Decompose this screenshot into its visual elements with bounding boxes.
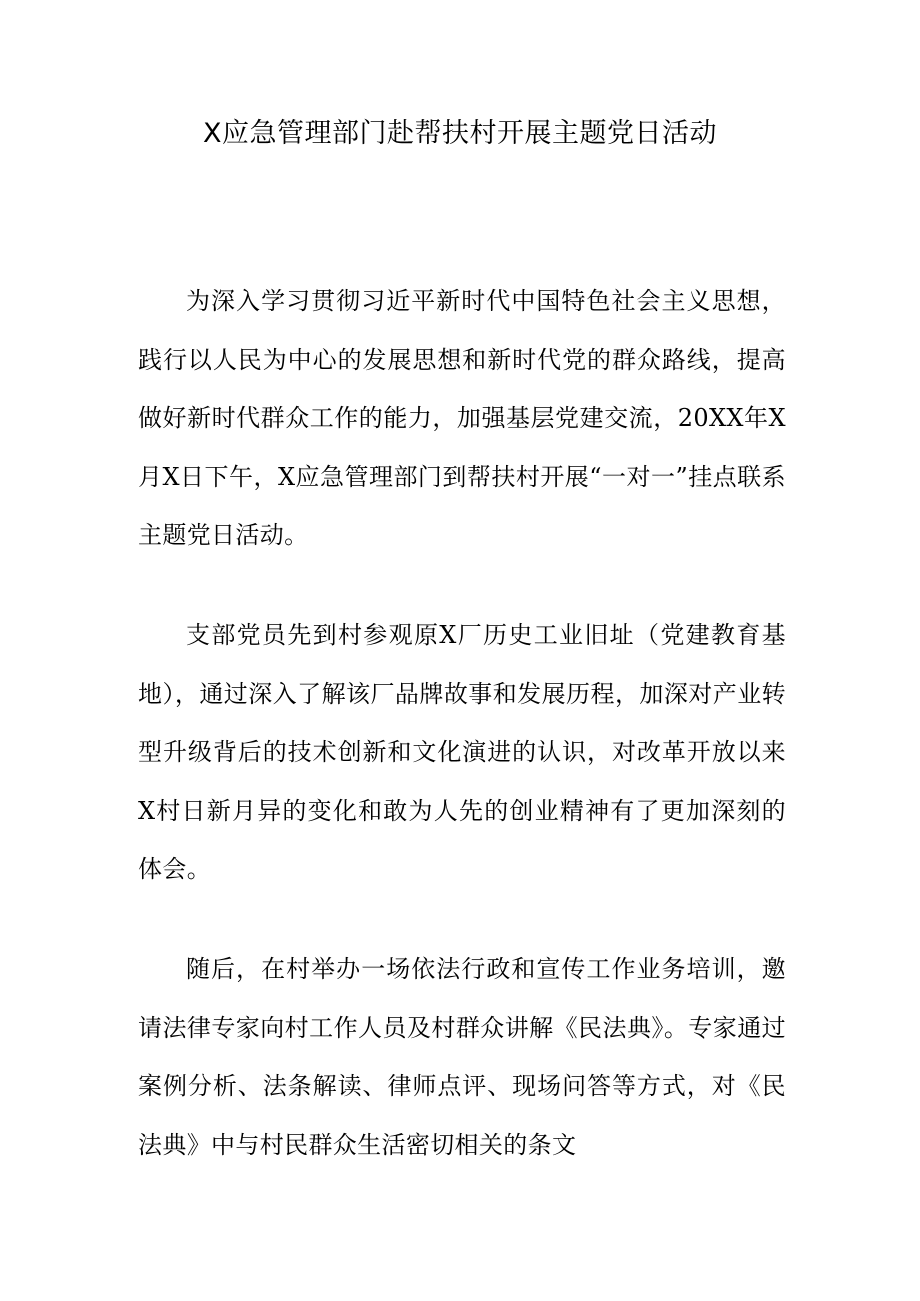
paragraph-2: 支部党员先到村参观原X厂历史工业旧址（党建教育基地），通过深入了解该厂品牌故事和发展历程，加深对产业转型升级背后的技术创新和文化演进的认识，对改革开放以来X村日新月异的变化和敢为人先的创业精神有了更加深刻的体会。 xyxy=(138,621,786,883)
paragraph-1-block xyxy=(138,272,786,565)
paragraph-1: 为深入学习贯彻习近平新时代中国特色社会主义思想，践行以人民为中心的发展思想和新时代党的群众路线，提高做好新时代群众工作的能力，加强基层党建交流，20XX年X月X日下午，X应急管理部门到帮扶村开展“一对一”挂点联系主题党日活动。 xyxy=(138,287,786,549)
paragraph-2-block xyxy=(138,606,786,899)
document-title: X应急管理部门赴帮扶村开展主题党日活动 xyxy=(203,118,717,149)
paragraph-3-block xyxy=(138,940,786,1174)
paragraph-3: 随后，在村举办一场依法行政和宣传工作业务培训，邀请法律专家向村工作人员及村群众讲解《民法典》。专家通过案例分析、法条解读、律师点评、现场问答等方式，对《民法典》中与村民群众生活密切相关的条文 xyxy=(138,955,786,1159)
